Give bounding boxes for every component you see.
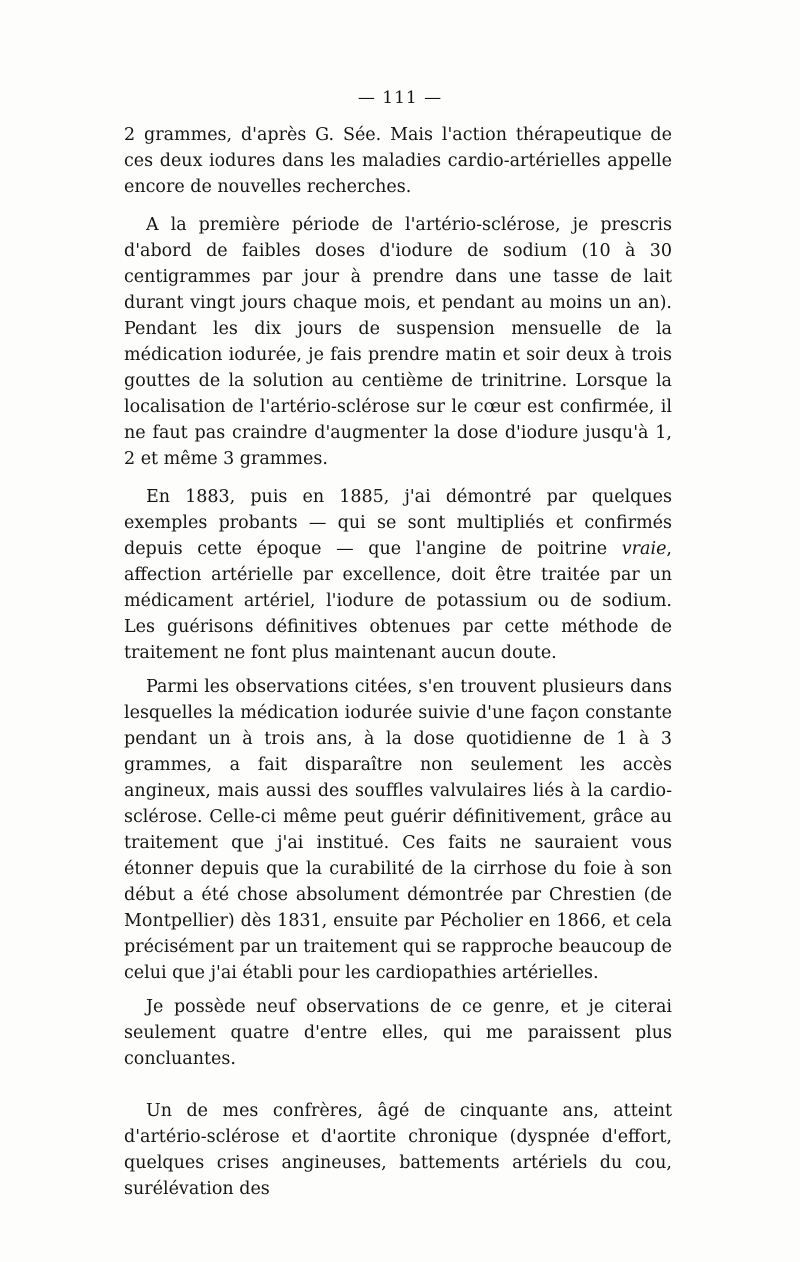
paragraph-angina [124,484,672,666]
paragraph-continuation: 2 grammes, d'après G. Sée. Mais l'action thérapeutique de ces deux iodures dans les maladies cardio-artérielles appelle encore de nouvelles recherches. [124,125,672,197]
paragraph-angina-text-after: , affection artérielle par excellence, doit être traitée par un médicament artériel, l'iodure de potassium ou de sodium. Les guérisons définitives obtenues par cette méthode de traitement ne font plus maintenant aucun doute. [124,539,672,663]
section-gap [124,1072,672,1098]
emphasis-vraie: vraie [621,539,667,559]
paragraph-case-one: Un de mes confrères, âgé de cinquante ans, atteint d'artério-sclérose et d'aortite chronique (dyspnée d'effort, quelques crises angineuses, battements artériels du cou, surélévation des [124,1101,672,1199]
paragraph-angina-text-before: En 1883, puis en 1885, j'ai démontré par quelques exemples probants — qui se sont multipliés et confirmés depuis cette époque — que l'angine de poitrine [124,487,672,559]
paragraph-observations: Parmi les observations citées, s'en trouvent plusieurs dans lesquelles la médication iodurée suivie d'une façon constante pendant un à trois ans, à la dose quotidienne de 1 à 3 grammes, a fait disparaître non seulement les accès angineux, mais aussi des souffles valvulaires liés à la cardio-sclérose. Celle-ci même peut guérir définitivement, grâce au traitement que j'ai institué. Ces faits ne sauraient vous étonner depuis que la curabilité de la cirrhose du foie à son début a été chose absolument démontrée par Chrestien (de Montpellier) dès 1831, ensuite par Pécholier en 1866, et cela précisément par un traitement qui se rapproche beaucoup de celui que j'ai établi pour les cardiopathies artérielles. [124,677,672,983]
paragraph-gap [124,200,672,212]
paragraph-gap [124,666,672,674]
paragraph-gap [124,986,672,994]
paragraph-treatment: A la première période de l'artério-sclérose, je prescris d'abord de faibles doses d'iodure de sodium (10 à 30 centigrammes par jour à prendre dans une tasse de lait durant vingt jours chaque mois, et pendant au moins un an). Pendant les dix jours de suspension mensuelle de la médication iodurée, je fais prendre matin et soir deux à trois gouttes de la solution au centième de trinitrine. Lorsque la localisation de l'artério-sclérose sur le cœur est confirmée, il ne faut pas craindre d'augmenter la dose d'iodure jusqu'à 1, 2 et même 3 grammes. [124,215,672,469]
body-text [124,122,672,1202]
page-number: — 111 — [357,88,443,108]
paragraph-gap [124,472,672,484]
paragraph-nine-observations: Je possède neuf observations de ce genre, et je citerai seulement quatre d'entre elles, qui me paraissent plus concluantes. [124,997,672,1069]
